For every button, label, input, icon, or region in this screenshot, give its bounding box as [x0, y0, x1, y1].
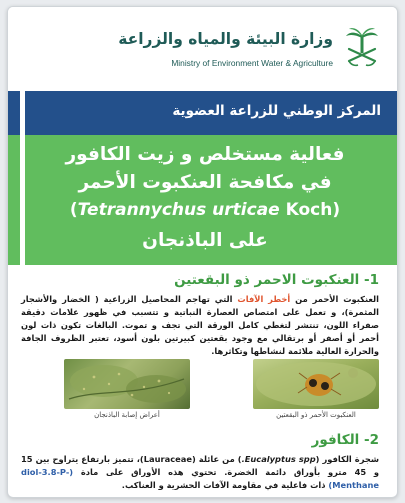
compound-name: (diol-3.8-P- Menthane) [21, 467, 379, 490]
section-1-paragraph [21, 293, 379, 358]
title-author: Koch) [279, 200, 341, 220]
section-2-paragraph [21, 453, 379, 492]
document-page [7, 6, 398, 498]
title-line-3 [35, 200, 375, 220]
section-1-heading: 1- العنكبوت الاحمر ذو البقعتين [174, 272, 379, 288]
band-accent-stripe [20, 91, 25, 135]
para-text: شجرة الكافور ( [315, 454, 380, 464]
infested-leaf-photo [64, 359, 190, 409]
title-line-2: في مكافحة العنكبوت الأحمر [78, 172, 332, 193]
scientific-name-eucalyptus: Eucalyptus spp. [241, 454, 316, 464]
title-accent-stripe [20, 135, 25, 265]
section-2-heading: 2- الكافور [311, 432, 379, 448]
title-paren-open: ( [69, 200, 78, 220]
photo-caption-left: أعراض إصابة الباذنجان [94, 411, 160, 419]
title-line-1: فعالية مستخلص و زيت الكافور [65, 144, 345, 165]
scientific-name: Tetrannychus urticae [77, 200, 280, 220]
para-text: التي تهاجم المحاصيل الزراعية ( الخضار والأشجار المثمرة)، و تعمل على امتصاص العصارة النباتية و تتسبب في ظهور علامات دقيقة صفراء اللون، تنتشر لتغطي كامل الورقة التي تجف و تموت. البالغات تكون ذات لون أحمر أو أصفر أو برتقالي مع وجود بقعتين كبيرتين بلون أسود، تعتبر الظروف الجافة والحرارة العالية ملائمة لنشاطها وتكاثرها. [21, 294, 379, 356]
ministry-name-english: Ministry of Environment Water & Agriculture [171, 58, 333, 68]
title-block [8, 135, 397, 265]
ministry-name-arabic: وزارة البيئة والمياه والزراعة [118, 30, 333, 48]
para-text: العنكبوت الأحمر من [290, 294, 379, 304]
spider-mite-photo [253, 359, 379, 409]
photo-caption-right: العنكبوت الأحمر ذو البقعتين [276, 411, 356, 419]
header [8, 7, 397, 89]
center-name-band [8, 91, 397, 135]
ministry-logo-icon [341, 25, 383, 71]
para-text: ) من عائلة (Lauraceae)، تتميز بارتفاع يتراوح بين 15 و 45 مترو بأوراق دائمة الخضرة. تحتوي هذه الأوراق على مادة [21, 454, 379, 477]
title-line-4: على الباذنجان [142, 230, 268, 251]
center-name: المركز الوطني للزراعة العضوية [172, 103, 381, 119]
highlight-text: أخطر الآفات [237, 294, 291, 304]
para-text: ذات فاعلية في مقاومة الآفات الحشرية و العناكب. [121, 480, 329, 490]
